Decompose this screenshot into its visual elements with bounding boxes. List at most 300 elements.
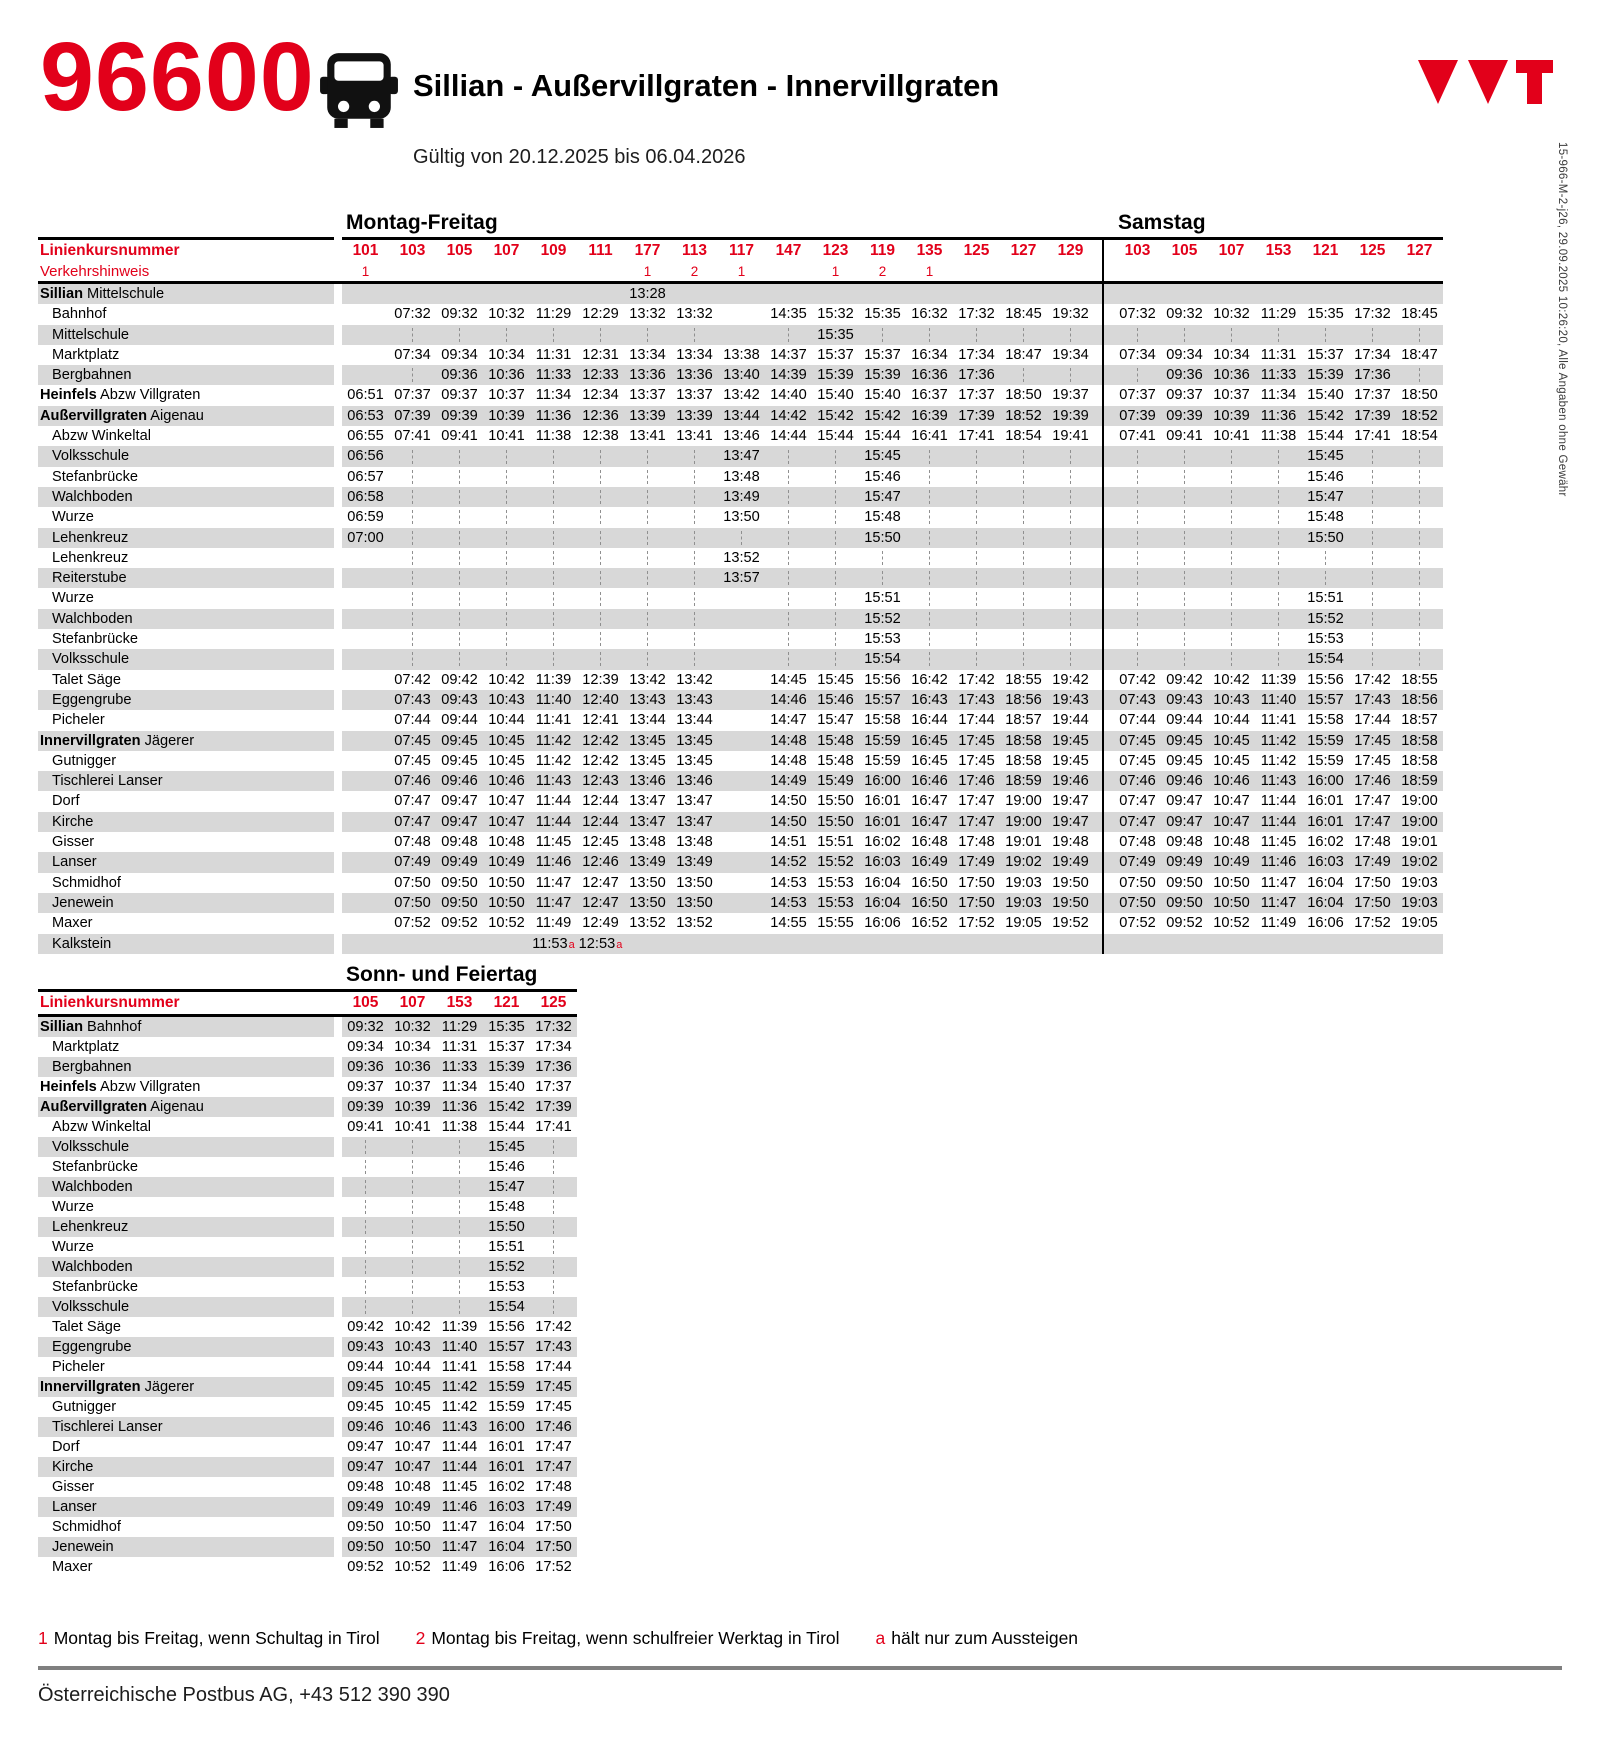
pass-through-marker [694, 652, 695, 666]
pass-through-marker [882, 551, 883, 565]
time-cell [1047, 609, 1094, 629]
day-gap [1094, 852, 1114, 872]
time-cell [812, 568, 859, 588]
stop-label: Gisser [52, 1479, 95, 1495]
stop-label: Maxer [52, 915, 93, 932]
pass-through-marker [647, 632, 648, 646]
time-cell: 07:49 [1119, 854, 1156, 871]
time-cell: 123 [822, 242, 849, 259]
time-cell [436, 487, 483, 507]
time-cell [859, 548, 906, 568]
time-cell [342, 731, 389, 751]
time-cell [718, 670, 765, 690]
time-cell [1114, 467, 1161, 487]
time-cell: 11:47 [535, 874, 572, 891]
time-cell: 18:47 [1005, 346, 1042, 363]
pass-through-marker [600, 328, 601, 342]
time-cell: 15:40 [1307, 387, 1344, 404]
time-cell [1161, 629, 1208, 649]
day-gap [1094, 812, 1114, 832]
time-cell: 15:40 [488, 1079, 525, 1095]
stop-label: Jenewein [38, 893, 334, 913]
time-cell: 19:00 [1401, 813, 1438, 830]
time-cell [1000, 365, 1047, 385]
stop-label: Dorf [52, 1439, 80, 1455]
time-cell: 16:01 [488, 1459, 525, 1475]
pass-through-marker [506, 652, 507, 666]
pass-through-marker [1278, 632, 1279, 646]
time-cell [1114, 548, 1161, 568]
pass-through-marker [459, 450, 460, 464]
time-cell: 10:47 [488, 793, 525, 810]
pass-through-marker [929, 510, 930, 524]
pass-through-marker [459, 1220, 460, 1234]
time-cell [1396, 467, 1443, 487]
pass-through-marker [1184, 510, 1185, 524]
time-cell [812, 507, 859, 527]
time-cell: 09:45 [441, 732, 478, 749]
time-cell [765, 507, 812, 527]
pass-through-marker [976, 612, 977, 626]
stop-row [38, 791, 1443, 811]
time-cell [342, 629, 389, 649]
stop-label: Tischlerei Lanser [38, 771, 334, 791]
time-cell: 16:03 [864, 854, 901, 871]
time-cell: 13:47 [629, 813, 666, 830]
time-cell: 19:05 [1005, 915, 1042, 932]
time-cell: 07:45 [1119, 732, 1156, 749]
time-cell: 15:35 [864, 306, 901, 323]
pass-through-marker [459, 1200, 460, 1214]
time-cell [624, 629, 671, 649]
pass-through-marker [600, 490, 601, 504]
pass-through-marker [600, 531, 601, 545]
stop-row [38, 1457, 577, 1477]
time-cell: 09:44 [347, 1359, 384, 1375]
pass-through-marker [694, 450, 695, 464]
time-cell [765, 629, 812, 649]
time-cell: 09:50 [441, 874, 478, 891]
time-cell [812, 487, 859, 507]
time-cell: 11:47 [441, 1519, 478, 1535]
time-cell: 11:41 [441, 1359, 478, 1375]
stop-label: Außervillgraten Aigenau [38, 1097, 334, 1117]
time-cell: 07:41 [394, 428, 431, 445]
time-cell [342, 852, 389, 872]
time-cell: 11:29 [535, 306, 572, 323]
stop-label: Wurze [52, 509, 94, 526]
pass-through-marker [553, 1220, 554, 1234]
time-cell: 13:46 [723, 428, 760, 445]
time-cell: 09:45 [441, 752, 478, 769]
time-cell: 18:55 [1005, 671, 1042, 688]
time-cell: 13:46 [676, 773, 713, 790]
time-cell [342, 812, 389, 832]
time-cell: 11:47 [441, 1539, 478, 1555]
time-cell [342, 913, 389, 933]
time-cell: 10:49 [394, 1499, 431, 1515]
pass-through-marker [365, 1300, 366, 1314]
time-cell: 17:45 [535, 1399, 572, 1415]
time-cell [530, 1217, 577, 1237]
pass-through-marker [647, 612, 648, 626]
time-cell: 10:45 [394, 1399, 431, 1415]
time-cell: 06:56 [347, 448, 384, 465]
pass-through-marker [1184, 490, 1185, 504]
pass-through-marker [365, 1280, 366, 1294]
pass-through-marker [1023, 328, 1024, 342]
time-cell [577, 284, 624, 304]
stop-label: Maxer [52, 1559, 93, 1575]
time-cell [1396, 325, 1443, 345]
pass-through-marker [1184, 470, 1185, 484]
time-cell [1396, 629, 1443, 649]
time-cell: 15:59 [488, 1379, 525, 1395]
time-cell [389, 487, 436, 507]
time-cell [1047, 264, 1094, 279]
time-cell [671, 325, 718, 345]
pass-through-marker [1231, 510, 1232, 524]
time-cell: 15:46 [488, 1159, 525, 1175]
time-cell [1208, 568, 1255, 588]
time-cell: 16:06 [1307, 915, 1344, 932]
time-cell: 10:37 [1213, 387, 1250, 404]
time-cell: 17:52 [958, 915, 995, 932]
time-cell: 12:42 [582, 752, 619, 769]
time-cell: 09:46 [1166, 773, 1203, 790]
time-cell: 07:00 [347, 529, 384, 546]
time-cell: 1 [831, 264, 840, 279]
time-cell: 09:42 [441, 671, 478, 688]
time-cell: 15:53 [864, 631, 901, 648]
pass-through-marker [788, 612, 789, 626]
time-cell [1000, 568, 1047, 588]
time-cell: 10:46 [488, 773, 525, 790]
time-cell [530, 284, 577, 304]
time-cell [671, 568, 718, 588]
time-cell: 17:34 [958, 346, 995, 363]
time-cell [436, 1157, 483, 1177]
time-cell: 11:33 [1260, 367, 1297, 384]
time-cell: 18:56 [1005, 691, 1042, 708]
pass-through-marker [1070, 571, 1071, 585]
time-cell: 10:45 [488, 732, 525, 749]
time-cell: 15:52 [817, 854, 854, 871]
time-cell [389, 1277, 436, 1297]
stop-row [38, 568, 1443, 588]
time-cell [1000, 284, 1047, 304]
time-cell: 14:35 [770, 306, 807, 323]
pass-through-marker [1070, 470, 1071, 484]
time-cell: 15:48 [817, 732, 854, 749]
time-cell: 09:50 [347, 1539, 384, 1555]
time-cell: 17:42 [958, 671, 995, 688]
time-cell: 15:32 [817, 306, 854, 323]
time-cell: 07:50 [1119, 874, 1156, 891]
time-cell [436, 1237, 483, 1257]
time-cell [483, 568, 530, 588]
time-cell [530, 467, 577, 487]
time-cell [1349, 467, 1396, 487]
pass-through-marker [412, 1280, 413, 1294]
pass-through-marker [1023, 531, 1024, 545]
time-cell: 16:41 [911, 428, 948, 445]
time-cell: 12:43 [582, 773, 619, 790]
pass-through-marker [553, 328, 554, 342]
time-cell: 10:47 [1213, 793, 1250, 810]
time-cell: 09:50 [347, 1519, 384, 1535]
time-cell [342, 1137, 389, 1157]
pass-through-marker [976, 571, 977, 585]
time-cell [483, 629, 530, 649]
time-cell [718, 852, 765, 872]
pass-through-marker [788, 592, 789, 606]
time-cell: 16:42 [911, 671, 948, 688]
time-cell: 10:50 [394, 1519, 431, 1535]
time-cell [1255, 487, 1302, 507]
time-cell [436, 609, 483, 629]
stop-label: Marktplatz [52, 1039, 120, 1055]
stop-row [38, 406, 1443, 426]
time-cell: 15:51 [488, 1239, 525, 1255]
pass-through-marker [412, 1160, 413, 1174]
time-cell [530, 1237, 577, 1257]
pass-through-marker [1419, 368, 1420, 382]
time-cell: 07:48 [394, 834, 431, 851]
pass-through-marker [365, 1240, 366, 1254]
time-cell: 18:58 [1401, 752, 1438, 769]
time-cell [483, 467, 530, 487]
pass-through-marker [1372, 652, 1373, 666]
time-cell [718, 690, 765, 710]
time-cell: 13:37 [676, 387, 713, 404]
pass-through-marker [976, 510, 977, 524]
pass-through-marker [506, 612, 507, 626]
time-cell: 11:42 [535, 752, 572, 769]
time-cell: 10:42 [394, 1319, 431, 1335]
pass-through-marker [506, 470, 507, 484]
time-cell: 13:43 [676, 691, 713, 708]
pass-through-marker [788, 490, 789, 504]
time-cell: 19:01 [1005, 834, 1042, 851]
day-gap [1094, 325, 1114, 345]
pass-through-marker [647, 571, 648, 585]
time-cell: 13:49 [629, 854, 666, 871]
pass-through-marker [553, 1180, 554, 1194]
time-cell [1000, 446, 1047, 466]
time-cell: 19:02 [1401, 854, 1438, 871]
pass-through-marker [412, 652, 413, 666]
time-cell: 09:39 [441, 407, 478, 424]
pass-through-marker [976, 328, 977, 342]
day-gap [1094, 406, 1114, 426]
time-cell [718, 731, 765, 751]
time-cell: 13:36 [629, 367, 666, 384]
pass-through-marker [1184, 328, 1185, 342]
time-cell: 10:47 [394, 1459, 431, 1475]
time-cell: 15:59 [864, 752, 901, 769]
time-cell [342, 1217, 389, 1237]
time-cell: 15:40 [817, 387, 854, 404]
time-cell: 10:50 [1213, 894, 1250, 911]
time-cell: 19:45 [1052, 732, 1089, 749]
pass-through-marker [1419, 612, 1420, 626]
time-cell: 13:47 [723, 448, 760, 465]
time-cell [1302, 325, 1349, 345]
time-cell [1396, 588, 1443, 608]
time-cell: 11:49 [441, 1559, 478, 1575]
time-cell: 17:36 [1354, 367, 1391, 384]
day-gap [1094, 873, 1114, 893]
pass-through-marker [1231, 592, 1232, 606]
pass-through-marker [1278, 470, 1279, 484]
time-cell: 14:42 [770, 407, 807, 424]
time-cell: 11:31 [1260, 346, 1297, 363]
pass-through-marker [694, 612, 695, 626]
time-cell: 17:36 [535, 1059, 572, 1075]
stop-label: Volksschule [38, 649, 334, 669]
pass-through-marker [929, 592, 930, 606]
stop-rows [38, 1017, 577, 1577]
day-gap [1094, 242, 1114, 260]
pass-through-marker [600, 612, 601, 626]
time-cell: 113 [681, 242, 707, 259]
stop-label: Mittelschule [38, 325, 334, 345]
time-cell: 19:44 [1052, 712, 1089, 729]
time-cell: 15:40 [864, 387, 901, 404]
time-cell: 17:37 [1354, 387, 1391, 404]
time-cell: 15:35 [1307, 306, 1344, 323]
time-cell: 18:59 [1401, 773, 1438, 790]
time-cell: 09:50 [1166, 894, 1203, 911]
time-cell: 12:42 [582, 732, 619, 749]
pass-through-marker [1137, 450, 1138, 464]
stop-row [38, 365, 1443, 385]
time-cell [671, 588, 718, 608]
pass-through-marker [1231, 571, 1232, 585]
time-cell [671, 649, 718, 669]
stop-label: Tischlerei Lanser [38, 1417, 334, 1437]
time-cell: 07:39 [1119, 407, 1156, 424]
time-cell: 17:49 [958, 854, 995, 871]
pass-through-marker [694, 328, 695, 342]
pass-through-marker [1137, 510, 1138, 524]
stop-label: Wurze [52, 1199, 94, 1215]
time-cell: 16:50 [911, 874, 948, 891]
time-cell [906, 568, 953, 588]
time-cell [906, 934, 953, 954]
pass-through-marker [788, 551, 789, 565]
time-cell: 07:42 [394, 671, 431, 688]
pass-through-marker [1419, 652, 1420, 666]
pass-through-marker [459, 1140, 460, 1154]
time-cell [906, 487, 953, 507]
time-cell [1255, 568, 1302, 588]
pass-through-marker [1070, 612, 1071, 626]
time-cell: 12:40 [582, 691, 619, 708]
stop-label: Abzw Winkeltal [52, 428, 151, 445]
time-cell: 09:41 [1166, 428, 1203, 445]
pass-through-marker [647, 531, 648, 545]
time-cell: 18:50 [1005, 387, 1042, 404]
time-cell: 10:37 [394, 1079, 431, 1095]
time-cell [530, 1157, 577, 1177]
time-cell [1255, 649, 1302, 669]
time-cell: 19:03 [1005, 874, 1042, 891]
time-cell: 14:52 [770, 854, 807, 871]
day-gap [1094, 426, 1114, 446]
time-cell: 17:46 [1354, 773, 1391, 790]
time-cell: 17:46 [958, 773, 995, 790]
time-cell: 09:36 [441, 367, 478, 384]
time-cell [718, 791, 765, 811]
time-cell [718, 528, 765, 548]
time-cell [577, 649, 624, 669]
time-cell: 15:50 [1307, 529, 1344, 546]
time-cell: 15:59 [1307, 732, 1344, 749]
pass-through-marker [600, 450, 601, 464]
time-cell: 17:39 [1354, 407, 1391, 424]
stop-row [38, 507, 1443, 527]
stop-row [38, 771, 1443, 791]
stop-label: Schmidhof [52, 874, 121, 891]
time-cell: 17:36 [958, 367, 995, 384]
time-cell: 07:52 [394, 915, 431, 932]
time-cell: 11:36 [441, 1099, 478, 1115]
time-cell: 09:47 [441, 793, 478, 810]
time-cell [953, 487, 1000, 507]
time-cell [1396, 548, 1443, 568]
stop-label: Außervillgraten Aigenau [38, 406, 334, 426]
time-cell [624, 467, 671, 487]
stop-label: Abzw Winkeltal [52, 1119, 151, 1135]
time-cell [436, 325, 483, 345]
time-cell: 16:01 [864, 813, 901, 830]
time-cell [624, 934, 671, 954]
stop-row [38, 1017, 577, 1037]
time-cell: 12:29 [582, 306, 619, 323]
time-cell: 16:04 [488, 1539, 525, 1555]
pass-through-marker [976, 551, 977, 565]
stop-row [38, 1337, 577, 1357]
stop-label: Wurze [52, 590, 94, 607]
time-cell: 10:32 [488, 306, 525, 323]
time-cell: 17:41 [1354, 428, 1391, 445]
time-cell [342, 791, 389, 811]
footnote-marker: 2 [415, 1628, 426, 1648]
time-cell [483, 528, 530, 548]
time-cell [1000, 325, 1047, 345]
pass-through-marker [365, 1160, 366, 1174]
time-cell [342, 1257, 389, 1277]
pass-through-marker [1137, 592, 1138, 606]
time-cell [812, 588, 859, 608]
time-cell: 07:50 [1119, 894, 1156, 911]
pass-through-marker [1184, 612, 1185, 626]
time-cell: 15:35 [817, 326, 854, 343]
time-cell [1208, 629, 1255, 649]
time-cell: 19:46 [1052, 773, 1089, 790]
time-cell: 10:45 [394, 1379, 431, 1395]
time-cell: 18:47 [1401, 346, 1438, 363]
time-cell [1047, 649, 1094, 669]
time-cell: 15:54 [488, 1299, 525, 1315]
time-cell: 121 [1312, 242, 1339, 259]
time-cell: 10:37 [488, 387, 525, 404]
time-cell [530, 264, 577, 279]
time-cell [342, 771, 389, 791]
time-cell [1349, 934, 1396, 954]
